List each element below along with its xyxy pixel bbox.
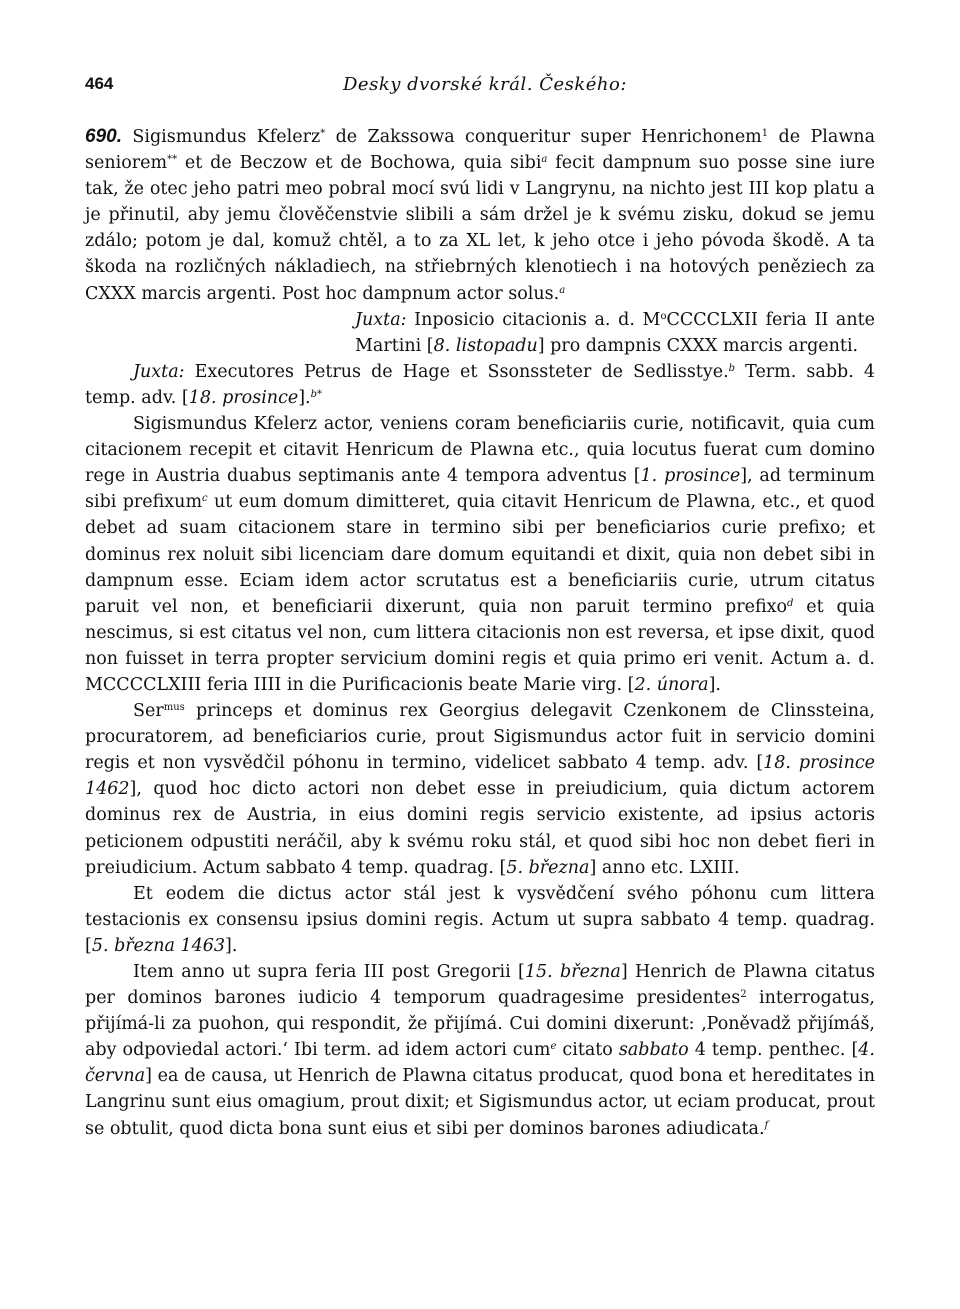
entry-paragraph-1: 690. Sigismundus Kfelerz* de Zakssowa conqueritur super Henrichonem$^1$ de Plawna seniorem** et de Beczow et de Bochowa, quia sibi$^a$ fecit dampnum suo posse sine iure tak, že otec jeho patri meo pobral mocí svú lidi v Langrynu, na nichto jest III kop platu a je přinutil, aby jemu člověčenstvie slibili a sám držel je k svému zisku, dokud se jemu zdálo; potom je dal, komuž chtěl, a to za XL let, k jeho otce i jeho póvoda škodě. A ta škoda na rozličných nákladiech, na střiebrných klenotiech i na hotových peněziech za CXXX marcis argenti. Post hoc dampnum actor solus.$^a$: [85, 126, 875, 304]
entry-number: 690.: [85, 126, 122, 147]
document-body: [85, 124, 875, 1142]
juxta-note-1: Juxta: Inposicio citacionis a. d. $M^oCCCCLXII$ feria II ante Martini [8. listopadu] pro dampnis CXXX marcis argenti.: [355, 309, 875, 356]
entry-paragraph-5: Item anno ut supra feria III post Gregorii [15. března] Henrich de Plawna citatus per dominos barones iudicio 4 temporum quadragesime presidentes$^2$ interrogatus, přijímá-li za puohon, qui respondit, že přijímá. Cui domini dixerunt: ‚Poněvadž přijímáš, aby odpoviedal actori.‘ Ibi term. ad idem actori cum$^e$ citato sabbato 4 temp. penthec. [4. června] ea de causa, ut Henrich de Plawna citatus producat, quod bona et hereditates in Langrinu sunt eius omagium, prout dixit; et Sigismundus actor, ut eciam producat, prout se obtulit, quod dicta bona sunt eius et sibi per dominos barones adiudicata.$^f$: [85, 962, 876, 1139]
running-title: Desky dvorské král. Českého:: [343, 74, 627, 95]
entry-paragraph-4: Et eodem die dictus actor stál jest k vysvědčení svého póhonu cum littera testacionis ex consensu ipsius domini regis. Actum ut supra sabbato 4 temp. quadrag. [5. března 1463].: [85, 883, 875, 956]
page-number: 464: [85, 74, 114, 93]
page-header: [85, 74, 875, 104]
juxta-note-2: Juxta: Executores Petrus de Hage et Ssonssteter de Sedlisstye.$^b$ Term. sabb. 4 temp. adv. [18. prosince].$^{b*}$: [85, 361, 875, 408]
entry-paragraph-2: Sigismundus Kfelerz actor, veniens coram beneficiariis curie, notificavit, quia cum citacionem recepit et citavit Henricum de Plawna etc., quia locutus fuerat cum domino rege in Austria duabus septimanis ante 4 tempora adventus [1. prosince], ad terminum sibi prefixum$^c$ ut eum domum dimitteret, quia citavit Henricum de Plawna, etc., et quod debet ad suam citacionem stare in termino sibi per beneficiarios curie prefixo; et dominus rex noluit sibi licenciam dare domum equitandi et dixit, quia non debet sibi in dampnum esse. Eciam idem actor scrutatus est a beneficiariis curie, utrum citatus paruit vel non, et beneficiarii dixerunt, quia non paruit termino prefixo$^d$ et quia nescimus, si est citatus vel non, cum littera citacionis non est reversa, et ipse dixit, quod non fuisset in terra propter servicium domini regis et quia primo eri venit. Actum a. d. MCCCCLXIII feria IIII in die Purificacionis beate Marie virg. [2. února].: [85, 414, 875, 695]
entry-paragraph-3: Ser$^{mus}$ princeps et dominus rex Georgius delegavit Czenkonem de Clinssteina, procuratorem, ad beneficiarios curie, prout Sigismundus actor fuit in servicio domini regis et non vysvědčil póhonu in termino, videlicet sabbato 4 temp. adv. [18. prosince 1462], quod hoc dicto actori non debet esse in preiudicium, quia dictum actorem dominus rex de Austria, in eius domini regis servicio existente, ad ipsius actoris peticionem odpustiti neráčil, aby k svému roku stál, et quod sibi hoc non debet fieri in preiudicium. Actum sabbato 4 temp. quadrag. [5. března] anno etc. LXIII.: [85, 701, 875, 878]
